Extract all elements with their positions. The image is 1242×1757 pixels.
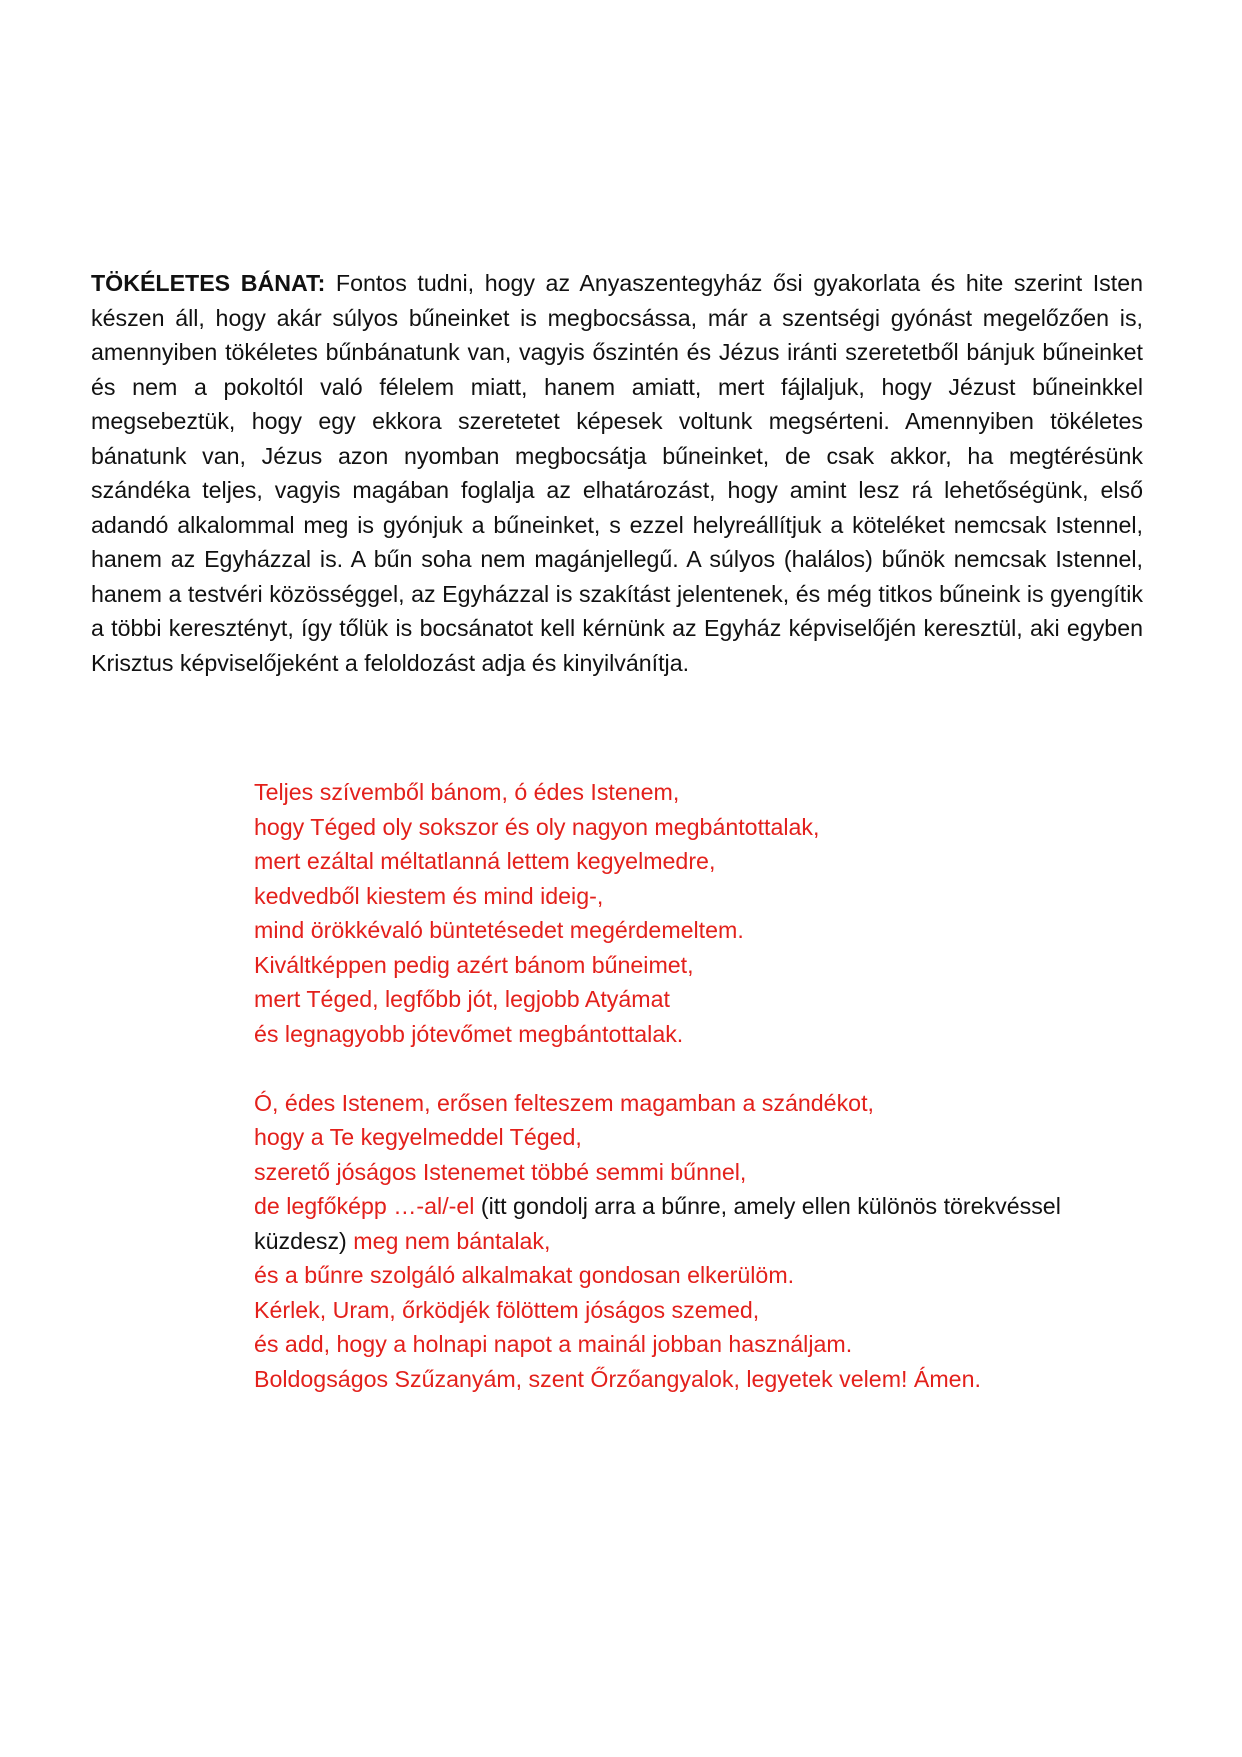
- prayer-red-end: meg nem bántalak,: [353, 1227, 551, 1254]
- prayer-line: Kérlek, Uram, őrködjék fölöttem jóságos szemed,: [254, 1296, 760, 1323]
- prayer-line: és legnagyobb jótevőmet megbántottalak.: [254, 1020, 684, 1047]
- prayer-line: hogy a Te kegyelmeddel Téged,: [254, 1124, 582, 1150]
- prayer-line: Kiváltképpen pedig azért bánom bűneimet,: [254, 951, 694, 978]
- prayer-line: és add, hogy a holnapi napot a mainál jobban használjam.: [254, 1331, 853, 1357]
- prayer-red-start: de legfőképp …-al/-el: [254, 1193, 475, 1219]
- prayer-stanza-2: [254, 1086, 1144, 1397]
- intro-text: Fontos tudni, hogy az Anyaszentegyház ősi gyakorlata és hite szerint Isten készen áll, hogy akár súlyos bűneinket is megbocsássa, már a szentségi gyónást megelőzően is, amennyiben tökéletes bűnbánatunk van, vagyis őszintén és Jézus iránti szeretetből bánjuk bűneinket és nem a pokoltól való félelem miatt, hanem amiatt, mert fájlaljuk, hogy Jézust bűneinkkel megsebeztük, hogy egy ekkora szeretetet képesek voltunk megsérteni. Amennyiben tökéletes bánatunk van, Jézus azon nyomban megbocsátja bűneinket, de csak akkor, ha megtérésünk szándéka teljes, vagyis magában foglalja az elhatározást, hogy amint lesz rá lehetőségünk, első adandó alkalommal meg is gyónjuk a bűneinket, s ezzel helyreállítjuk a köteléket nemcsak Istennel, hanem az Egyházzal is. A bűn soha nem magánjellegű. A súlyos (halálos) bűnök nemcsak Istennel, hanem a testvéri közösséggel, az Egyházzal is szakítást jelentenek, és még titkos bűneink is gyengítik a többi keresztényt, így tőlük is bocsánatot kell kérnünk az Egyház képviselőjén keresztül, aki egyben Krisztus képviselőjeként a feloldozást adja és kinyilvánítja.: [91, 270, 1143, 676]
- prayer-stanza-1: [254, 775, 1144, 1051]
- prayer-line: kedvedből kiestem és mind ideig-,: [254, 882, 604, 909]
- prayer-mixed-line: [254, 1189, 1144, 1258]
- prayer-line: mert ezáltal méltatlanná lettem kegyelmedre,: [254, 848, 716, 874]
- prayer-line: és a bűnre szolgáló alkalmakat gondosan elkerülöm.: [254, 1262, 795, 1288]
- intro-paragraph: [91, 266, 1143, 680]
- prayer-line: Ó, édes Istenem, erősen felteszem magamban a szándékot,: [254, 1089, 874, 1116]
- prayer-line: mert Téged, legfőbb jót, legjobb Atyámat: [254, 986, 670, 1012]
- prayer-block: [254, 775, 1144, 1431]
- prayer-instruction-note: (itt gondolj arra a bűnre, amely ellen különös törekvéssel küzdesz): [254, 1193, 1061, 1254]
- prayer-line: szerető jóságos Istenemet többé semmi bűnnel,: [254, 1158, 747, 1185]
- prayer-line: hogy Téged oly sokszor és oly nagyon megbántottalak,: [254, 813, 820, 840]
- prayer-line: Boldogságos Szűzanyám, szent Őrzőangyalok, legyetek velem! Ámen.: [254, 1365, 981, 1392]
- prayer-line: Teljes szívemből bánom, ó édes Istenem,: [254, 779, 680, 805]
- section-heading: TÖKÉLETES BÁNAT:: [91, 270, 326, 296]
- prayer-line: mind örökkévaló büntetésedet megérdemeltem.: [254, 917, 744, 943]
